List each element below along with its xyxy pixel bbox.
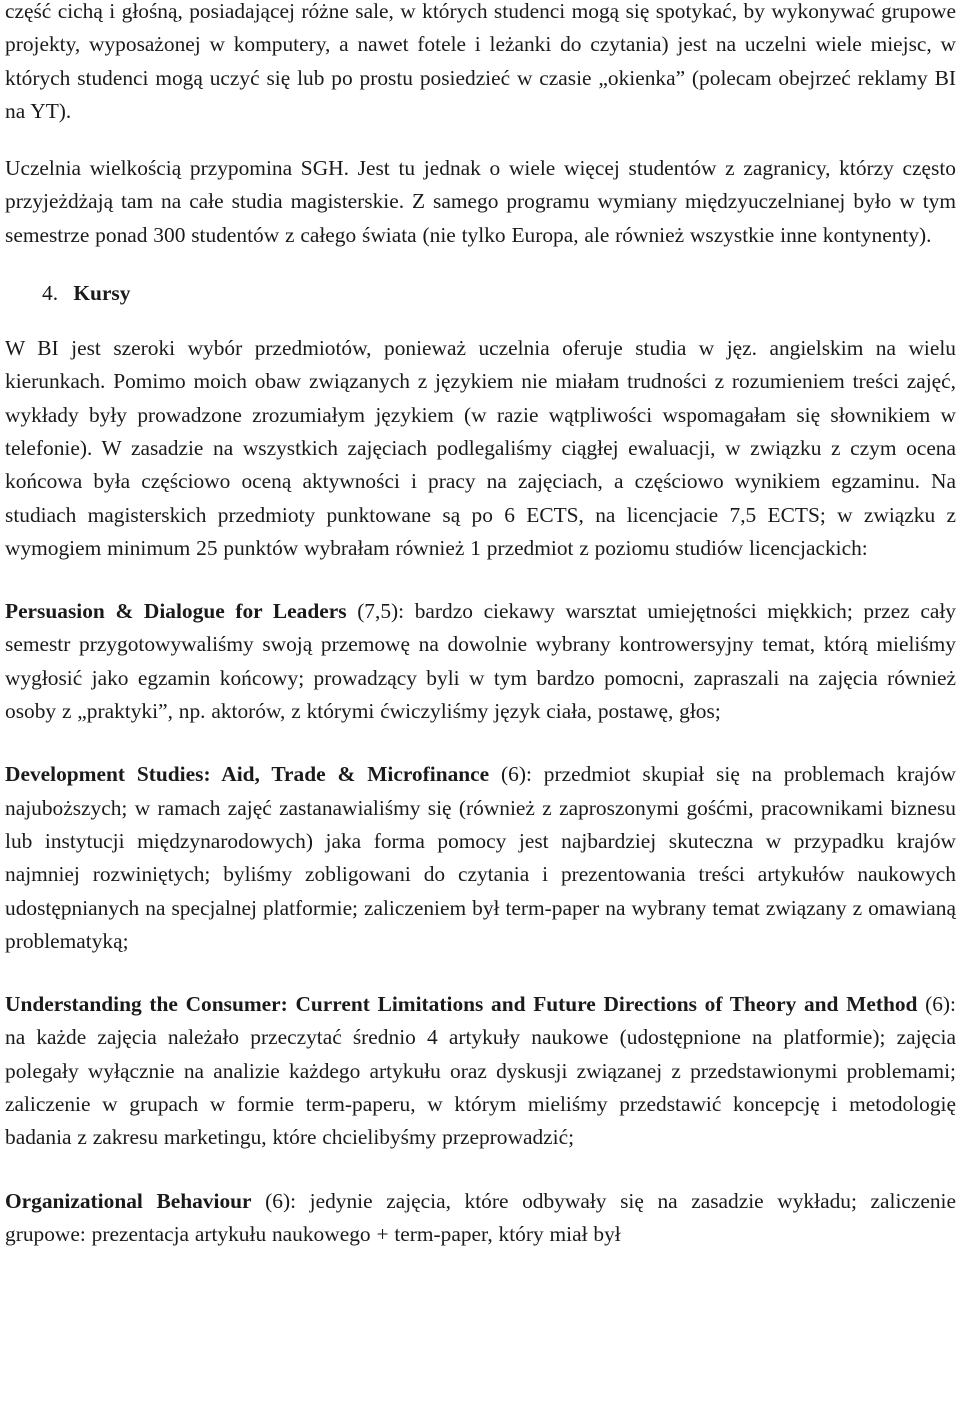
document-page	[5, 0, 956, 1251]
course-item	[5, 988, 956, 1154]
course-description: (6): jedynie zajęcia, które odbywały się na zasadzie wykładu; zaliczenie grupowe: prezentacja artykułu naukowego + term-paper, który miał był	[5, 1188, 956, 1246]
section-title: Kursy	[73, 281, 131, 306]
course-item	[5, 595, 956, 728]
course-item	[5, 1185, 956, 1252]
course-name: Organizational Behaviour	[5, 1188, 252, 1213]
course-name: Understanding the Consumer: Current Limitations and Future Directions of Theory and Method	[5, 992, 918, 1017]
course-description: (6): przedmiot skupiał się na problemach krajów najuboższych; w ramach zajęć zastanawialiśmy się (również z zaproszonymi gośćmi, pracownikami biznesu lub instytucji międzynarodowych) jaka forma pomocy jest najbardziej skuteczna w przypadku krajów najmniej rozwiniętych; byliśmy zobligowani do czytania i prezentowania treści artykułów naukowych udostępnianych na specjalnej platformie; zaliczeniem był term-paper na wybrany temat związany z omawianą problematyką;	[5, 762, 956, 953]
section-number: 4.	[42, 281, 59, 306]
course-name: Persuasion & Dialogue for Leaders	[5, 599, 347, 624]
course-name: Development Studies: Aid, Trade & Microfinance	[5, 762, 490, 787]
section-heading	[42, 277, 956, 310]
paragraph-course-overview: W BI jest szeroki wybór przedmiotów, ponieważ uczelnia oferuje studia w jęz. angielskim na wielu kierunkach. Pomimo moich obaw związanych z językiem nie miałam trudności z rozumieniem treści zajęć, wykłady były prowadzone zrozumiałym językiem (w razie wątpliwości wspomagałam się słownikiem w telefonie). W zasadzie na wszystkich zajęciach podlegaliśmy ciągłej ewaluacji, w związku z czym ocena końcowa była częściowo oceną aktywności i pracy na zajęciach, a częściowo wynikiem egzaminu. Na studiach magisterskich przedmioty punktowane są po 6 ECTS, na licencjacie 7,5 ECTS; w związku z wymogiem minimum 25 punktów wybrałam również 1 przedmiot z poziomu studiów licencjackich:	[5, 336, 956, 560]
course-item	[5, 758, 956, 958]
paragraph-facilities: część cichą i głośną, posiadającej różne sale, w których studenci mogą się spotykać, by wykonywać grupowe projekty, wyposażonej w komputery, a nawet fotele i leżanki do czytania) jest na uczelni wiele miejsc, w których studenci mogą uczyć się lub po prostu posiedzieć w czasie „okienka” (polecam obejrzeć reklamy BI na YT).	[5, 0, 956, 123]
paragraph-university-size: Uczelnia wielkością przypomina SGH. Jest tu jednak o wiele więcej studentów z zagranicy, którzy często przyjeżdżają tam na całe studia magisterskie. Z samego programu wymiany międzyuczelnianej było w tym semestrze ponad 300 studentów z całego świata (nie tylko Europa, ale również wszystkie inne kontynenty).	[5, 156, 956, 247]
course-description: (6): na każde zajęcia należało przeczytać średnio 4 artykuły naukowe (udostępnione na platformie); zajęcia polegały wyłącznie na analizie każdego artykułu oraz dyskusji związanej z przedstawionymi problemami; zaliczenie w grupach w formie term-paperu, w którym mieliśmy przedstawić koncepcję i metodologię badania z zakresu marketingu, które chcielibyśmy przeprowadzić;	[5, 992, 957, 1150]
course-description: (7,5): bardzo ciekawy warsztat umiejętności miękkich; przez cały semestr przygotowywaliśmy swoją przemowę na dowolnie wybrany kontrowersyjny temat, którą mieliśmy wygłosić jako egzamin końcowy; prowadzący byli w tym bardzo pomocni, zapraszali na zajęcia również osoby z „praktyki”, np. aktorów, z którymi ćwiczyliśmy język ciała, postawę, głos;	[5, 599, 956, 724]
